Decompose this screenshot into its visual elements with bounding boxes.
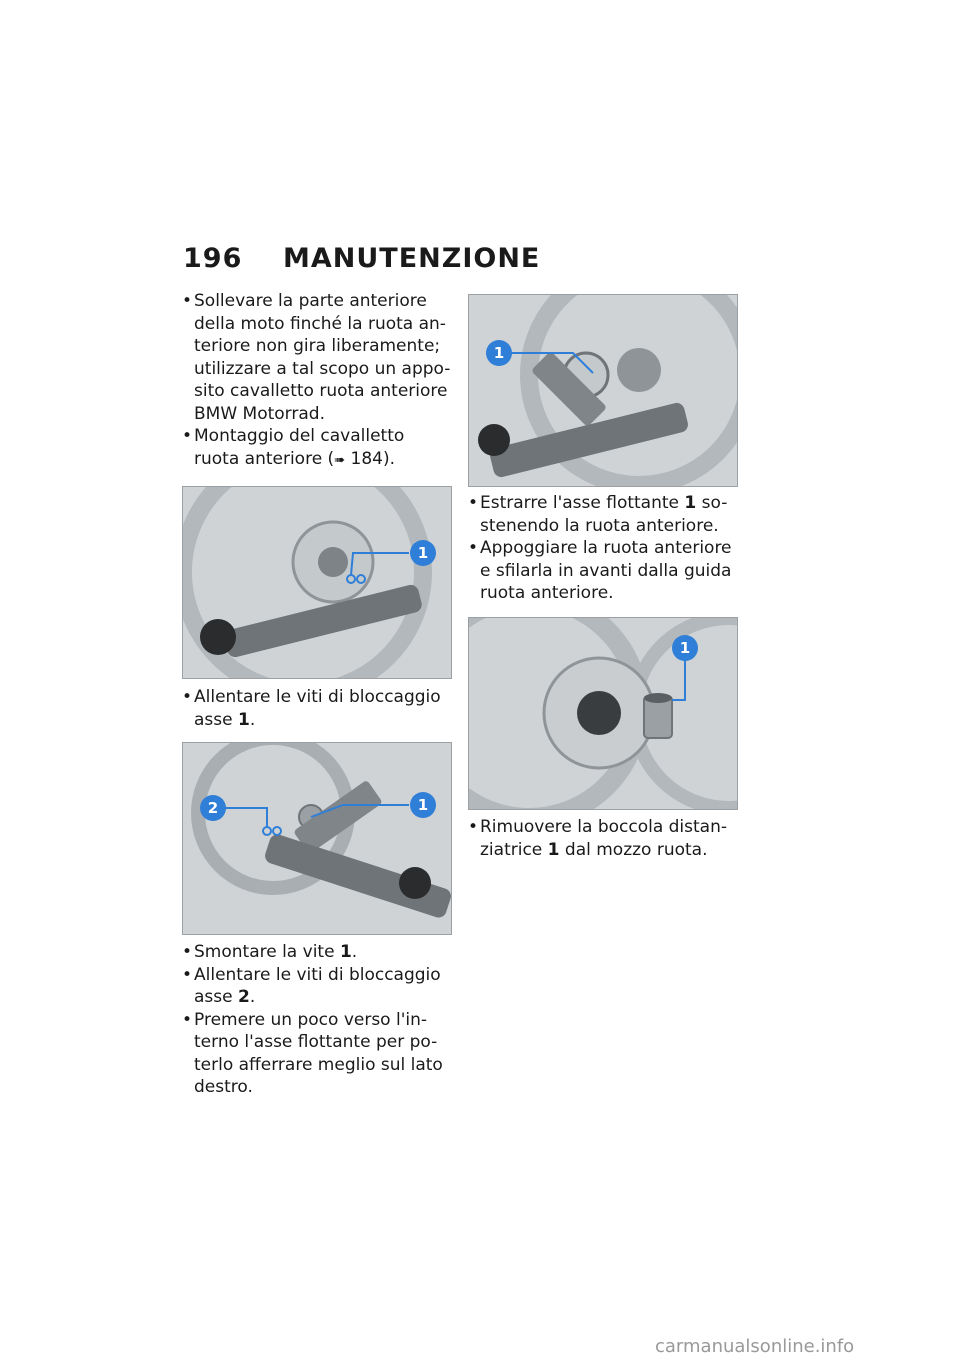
instruction-item: • Estrarre l'asse flottante 1 so-stenendo la ruota anteriore. [468,493,728,536]
page-header [183,243,540,274]
figure-1-photo [182,486,452,679]
page-number: 196 [183,243,243,274]
instruction-item: • Rimuovere la boccola distan-ziatrice 1 dal mozzo ruota. [468,817,728,860]
callout-1: 1 [417,796,429,814]
callout-1: 1 [417,544,429,562]
instruction-block-5 [468,816,740,861]
figure-4-photo [468,617,738,810]
callout-1: 1 [493,344,505,362]
page-reference-arrow-icon: ➠ [334,452,346,468]
instruction-item: • Allentare le viti di bloccaggio asse 2. [182,964,441,1007]
figure-2-photo [182,742,452,935]
instruction-item: • Smontare la vite 1. [182,942,358,962]
instruction-item: • Sollevare la parte anteriore della moto finché la ruota an-teriore non gira liberamente; utilizzare a tal scopo un appo-sito cavalletto ruota anteriore BMW Motorrad. [182,291,451,424]
page-reference[interactable]: 184 [350,448,383,469]
callout-2: 2 [207,799,219,817]
callout-1: 1 [679,639,691,657]
instruction-block-1 [182,290,454,472]
figure-3-photo [468,294,738,487]
instruction-item: • Montaggio del cavalletto ruota anteriore (➠ 184). [182,426,405,469]
instruction-block-3 [182,941,454,1099]
instruction-item: • Appoggiare la ruota anteriore e sfilarla in avanti dalla guida ruota anteriore. [468,538,732,603]
instruction-item: • Premere un poco verso l'in-terno l'asse flottante per po-terlo afferrare meglio sul lato destro. [182,1009,443,1097]
instruction-block-4 [468,492,740,605]
section-title: MANUTENZIONE [283,243,541,274]
instruction-block-2 [182,686,454,731]
watermark: carmanualsonline.info [655,1336,855,1357]
instruction-item: • Allentare le viti di bloccaggio asse 1. [182,687,441,730]
